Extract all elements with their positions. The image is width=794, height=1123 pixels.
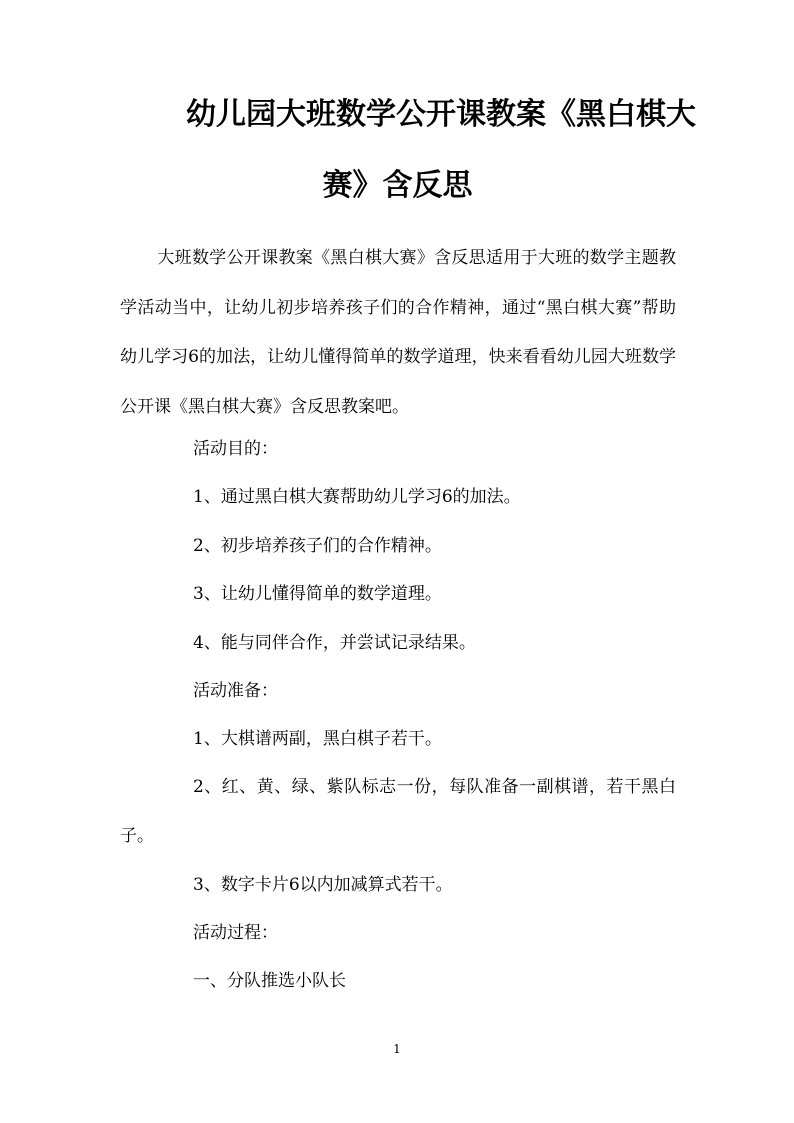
goal-item-1: 1、通过黑白棋大赛帮助幼儿学习6的加法。 [193, 487, 521, 507]
goals-heading: 活动目的： [193, 439, 278, 459]
page-number: 1 [393, 1042, 401, 1056]
intro-paragraph: 大班数学公开课教案《黑白棋大赛》含反思适用于大班的数学主题教学活动当中，让幼儿初步培养孩子们的合作精神，通过“黑白棋大赛”帮助幼儿学习6的加法，让幼儿懂得简单的数学道理，快来看看幼儿园大班数学公开课《黑白棋大赛》含反思教案吧。 [120, 248, 676, 417]
document-title-line-1: 幼儿园大班数学公开课教案《黑白棋大 [186, 97, 696, 132]
prep-heading: 活动准备： [193, 681, 278, 701]
process-item-1: 一、分队推选小队长 [193, 971, 346, 991]
prep-item-2: 2、红、黄、绿、紫队标志一份，每队准备一副棋谱，若干黑白子。 [120, 777, 676, 846]
prep-item-1: 1、大棋谱两副，黑白棋子若干。 [193, 729, 442, 749]
process-heading: 活动过程： [193, 923, 278, 943]
prep-item-3: 3、数字卡片6以内加减算式若干。 [193, 875, 453, 895]
goal-item-4: 4、能与同伴合作，并尝试记录结果。 [193, 633, 476, 653]
goal-item-3: 3、让幼儿懂得简单的数学道理。 [193, 584, 442, 604]
document-title-line-2: 赛》含反思 [322, 168, 473, 203]
goal-item-2: 2、初步培养孩子们的合作精神。 [193, 536, 442, 556]
